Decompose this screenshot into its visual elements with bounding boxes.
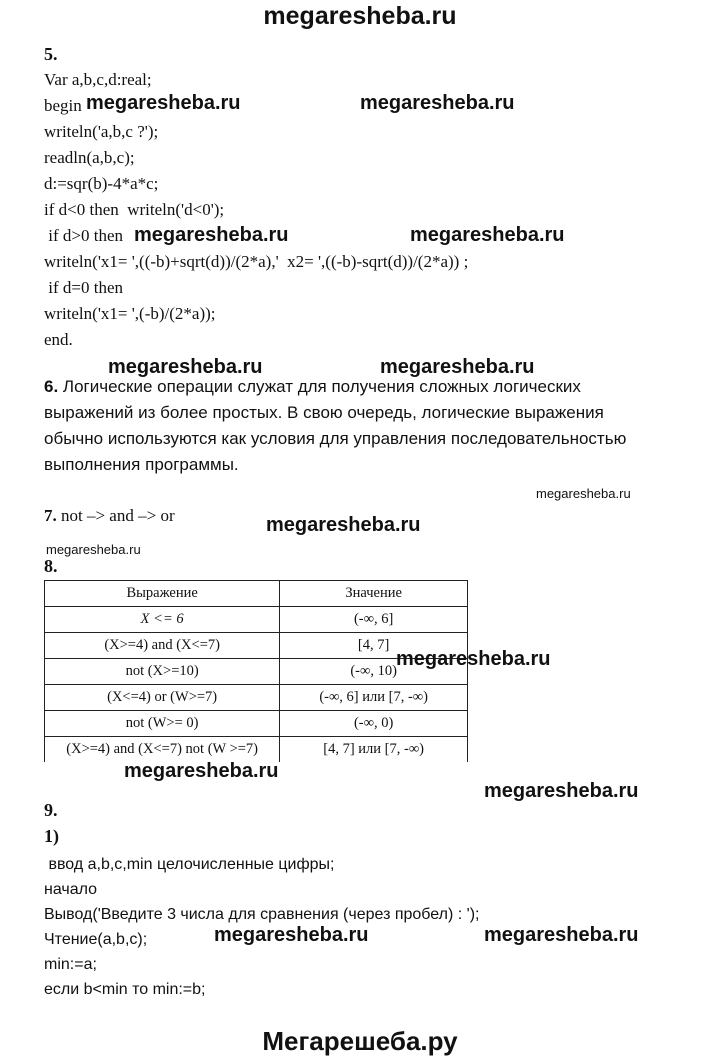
value-cell: [4, 7] xyxy=(280,633,468,659)
watermark: megaresheba.ru xyxy=(134,224,289,246)
code-line: if d=0 then xyxy=(44,278,123,297)
value-cell: [4, 7] или [7, -∞) xyxy=(280,737,468,763)
watermark: megaresheba.ru xyxy=(484,780,639,802)
watermark-small: megaresheba.ru xyxy=(536,486,631,501)
value-cell: (-∞, 10) xyxy=(280,659,468,685)
expression-table xyxy=(44,580,468,762)
column-header-value: Значение xyxy=(280,581,468,607)
value-cell: (-∞, 6] или [7, -∞) xyxy=(280,685,468,711)
task6-paragraph xyxy=(44,374,664,478)
table-row xyxy=(45,607,468,633)
code-line: writeln('x1= ',((-b)+sqrt(d))/(2*a),' x2= ',((-b)-sqrt(d))/(2*a)) ; xyxy=(44,252,469,271)
task9-subnumber: 1) xyxy=(44,826,59,846)
code-line: d:=sqr(b)-4*a*c; xyxy=(44,174,159,193)
watermark: megaresheba.ru xyxy=(396,648,551,670)
expression-cell: X <= 6 xyxy=(45,607,280,633)
value-cell: (-∞, 0) xyxy=(280,711,468,737)
watermark: megaresheba.ru xyxy=(410,224,565,246)
code-line: writeln('a,b,c ?'); xyxy=(44,122,159,141)
watermark: megaresheba.ru xyxy=(380,356,535,378)
watermark: megaresheba.ru xyxy=(214,924,369,946)
watermark-small: megaresheba.ru xyxy=(46,542,141,557)
expression-cell: (X<=4) or (W>=7) xyxy=(45,685,280,711)
code-line: end. xyxy=(44,330,73,349)
expression-cell: not (X>=10) xyxy=(45,659,280,685)
expression-cell: (X>=4) and (X<=7) xyxy=(45,633,280,659)
code-line: Чтение(a,b,c); xyxy=(44,931,148,948)
watermark: megaresheba.ru xyxy=(266,514,421,536)
watermark: megaresheba.ru xyxy=(360,92,515,114)
expression-cell: not (W>= 0) xyxy=(45,711,280,737)
task7-number: 7. xyxy=(44,506,57,525)
task8-number: 8. xyxy=(44,556,58,576)
code-line: ввод a,b,c,min целочисленные цифры; xyxy=(44,856,335,873)
code-line: min:=a; xyxy=(44,956,97,973)
task7-line xyxy=(44,506,175,526)
code-line: if d>0 then xyxy=(44,226,123,245)
task7-text: not –> and –> or xyxy=(61,506,175,525)
site-footer: Мегарешеба.ру xyxy=(262,1026,458,1056)
code-line: Вывод('Введите 3 числа для сравнения (через пробел) : '); xyxy=(44,906,480,923)
watermark: megaresheba.ru xyxy=(86,92,241,114)
code-line: begin xyxy=(44,96,82,115)
table-row xyxy=(45,737,468,763)
table-row xyxy=(45,685,468,711)
code-line: если b<min то min:=b; xyxy=(44,981,206,998)
task6-text: Логические операции служат для получения сложных логических выражений из более простых. В свою очередь, логические выражения обычно используются как условия для управления последовательностью выполнения программы. xyxy=(44,377,627,474)
watermark: megaresheba.ru xyxy=(484,924,639,946)
code-line: readln(a,b,c); xyxy=(44,148,135,167)
expression-cell: (X>=4) and (X<=7) not (W >=7) xyxy=(45,737,280,763)
task9-number: 9. xyxy=(44,800,58,820)
table-row xyxy=(45,711,468,737)
watermark: megaresheba.ru xyxy=(108,356,263,378)
code-line: начало xyxy=(44,881,98,898)
code-line: writeln('x1= ',(-b)/(2*a)); xyxy=(44,304,216,323)
code-line: Var a,b,c,d:real; xyxy=(44,70,152,89)
task6-number: 6. xyxy=(44,377,59,396)
table-header-row xyxy=(45,581,468,607)
watermark: megaresheba.ru xyxy=(124,760,279,782)
task5-number: 5. xyxy=(44,44,58,64)
code-line: if d<0 then writeln('d<0'); xyxy=(44,200,225,219)
column-header-expression: Выражение xyxy=(45,581,280,607)
site-header: megaresheba.ru xyxy=(263,2,457,30)
value-cell: (-∞, 6] xyxy=(280,607,468,633)
